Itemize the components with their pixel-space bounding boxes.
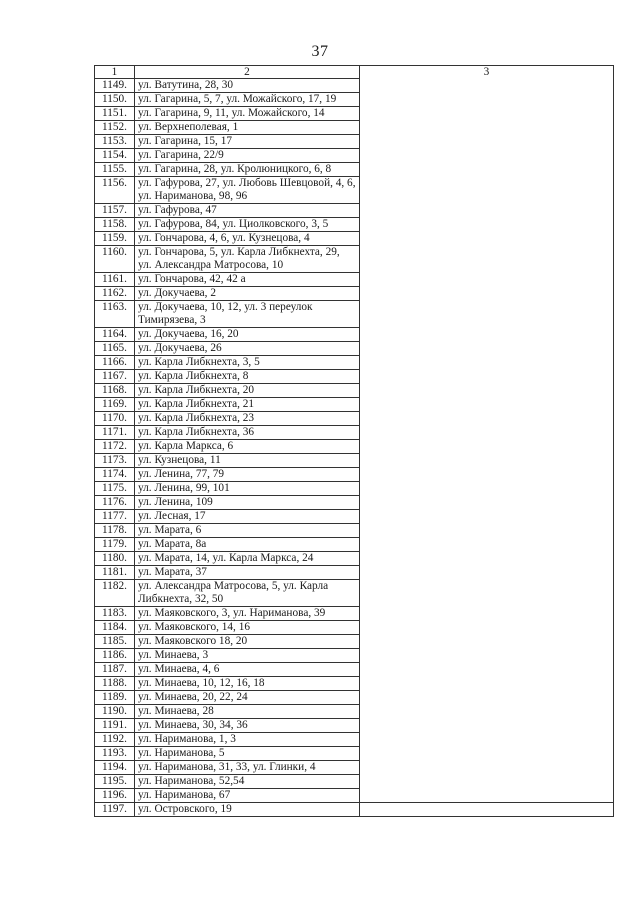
table-row (95, 705, 614, 719)
table-row (95, 356, 614, 370)
row-number-cell: 1180. (95, 552, 135, 566)
row-number-cell: 1194. (95, 761, 135, 775)
table-row (95, 496, 614, 510)
row-number-cell: 1160. (95, 246, 135, 273)
empty-column-cell (360, 566, 614, 580)
address-cell: ул. Гагарина, 5, 7, ул. Можайского, 17, 19 (135, 93, 360, 107)
empty-column-cell (360, 246, 614, 273)
row-number-cell: 1175. (95, 482, 135, 496)
empty-column-cell (360, 398, 614, 412)
row-number-cell: 1158. (95, 218, 135, 232)
address-cell: ул. Гагарина, 9, 11, ул. Можайского, 14 (135, 107, 360, 121)
row-number-cell: 1149. (95, 79, 135, 93)
empty-column-cell (360, 580, 614, 607)
row-number-cell: 1165. (95, 342, 135, 356)
table-row (95, 107, 614, 121)
row-number-cell: 1188. (95, 677, 135, 691)
empty-column-cell (360, 135, 614, 149)
empty-column-cell (360, 79, 614, 93)
row-number-cell: 1196. (95, 789, 135, 803)
address-cell: ул. Нариманова, 31, 33, ул. Глинки, 4 (135, 761, 360, 775)
empty-column-cell (360, 761, 614, 775)
table-row (95, 524, 614, 538)
empty-column-cell (360, 370, 614, 384)
table-row (95, 552, 614, 566)
empty-column-cell (360, 356, 614, 370)
table-row (95, 384, 614, 398)
table-row (95, 163, 614, 177)
table-row (95, 803, 614, 817)
address-cell: ул. Минаева, 3 (135, 649, 360, 663)
empty-column-cell (360, 733, 614, 747)
row-number-cell: 1189. (95, 691, 135, 705)
row-number-cell: 1174. (95, 468, 135, 482)
row-number-cell: 1179. (95, 538, 135, 552)
row-number-cell: 1159. (95, 232, 135, 246)
table-row (95, 677, 614, 691)
table-row (95, 789, 614, 803)
empty-column-cell (360, 789, 614, 803)
row-number-cell: 1181. (95, 566, 135, 580)
address-cell: ул. Маяковского, 3, ул. Нариманова, 39 (135, 607, 360, 621)
address-cell: ул. Докучаева, 16, 20 (135, 328, 360, 342)
address-cell: ул. Гагарина, 22/9 (135, 149, 360, 163)
empty-column-cell (360, 384, 614, 398)
address-cell: ул. Маяковского 18, 20 (135, 635, 360, 649)
empty-column-cell (360, 649, 614, 663)
address-cell: ул. Нариманова, 67 (135, 789, 360, 803)
row-number-cell: 1192. (95, 733, 135, 747)
table-row (95, 607, 614, 621)
table-row (95, 454, 614, 468)
table-row (95, 733, 614, 747)
empty-column-cell (360, 496, 614, 510)
empty-column-cell (360, 803, 614, 817)
table-row (95, 566, 614, 580)
address-cell: ул. Гагарина, 15, 17 (135, 135, 360, 149)
address-cell: ул. Гончарова, 42, 42 а (135, 273, 360, 287)
table-body (95, 66, 614, 817)
empty-column-cell (360, 468, 614, 482)
address-cell: ул. Минаева, 10, 12, 16, 18 (135, 677, 360, 691)
empty-column-cell (360, 552, 614, 566)
column-header-1: 1 (95, 66, 135, 79)
empty-column-cell (360, 342, 614, 356)
address-cell: ул. Гафурова, 47 (135, 204, 360, 218)
row-number-cell: 1191. (95, 719, 135, 733)
address-cell: ул. Марата, 8а (135, 538, 360, 552)
row-number-cell: 1190. (95, 705, 135, 719)
row-number-cell: 1152. (95, 121, 135, 135)
empty-column-cell (360, 454, 614, 468)
row-number-cell: 1153. (95, 135, 135, 149)
address-cell: ул. Островского, 19 (135, 803, 360, 817)
row-number-cell: 1154. (95, 149, 135, 163)
address-cell: ул. Карла Либкнехта, 21 (135, 398, 360, 412)
empty-column-cell (360, 107, 614, 121)
table-header-row (95, 66, 614, 79)
empty-column-cell (360, 412, 614, 426)
row-number-cell: 1172. (95, 440, 135, 454)
table-row (95, 580, 614, 607)
column-header-3: 3 (360, 66, 614, 79)
table-row (95, 761, 614, 775)
empty-column-cell (360, 204, 614, 218)
address-cell: ул. Карла Маркса, 6 (135, 440, 360, 454)
row-number-cell: 1195. (95, 775, 135, 789)
address-cell: ул. Гафурова, 27, ул. Любовь Шевцовой, 4, 6, ул. Нариманова, 98, 96 (135, 177, 360, 204)
row-number-cell: 1185. (95, 635, 135, 649)
row-number-cell: 1156. (95, 177, 135, 204)
page-number: 37 (311, 43, 329, 60)
row-number-cell: 1155. (95, 163, 135, 177)
row-number-cell: 1178. (95, 524, 135, 538)
empty-column-cell (360, 677, 614, 691)
address-cell: ул. Ватутина, 28, 30 (135, 79, 360, 93)
address-cell: ул. Нариманова, 5 (135, 747, 360, 761)
row-number-cell: 1162. (95, 287, 135, 301)
empty-column-cell (360, 440, 614, 454)
table-row (95, 93, 614, 107)
address-cell: ул. Минаева, 30, 34, 36 (135, 719, 360, 733)
address-cell: ул. Кузнецова, 11 (135, 454, 360, 468)
table-row (95, 342, 614, 356)
table-row (95, 149, 614, 163)
row-number-cell: 1193. (95, 747, 135, 761)
table-row (95, 204, 614, 218)
address-cell: ул. Гагарина, 28, ул. Кролюницкого, 6, 8 (135, 163, 360, 177)
row-number-cell: 1164. (95, 328, 135, 342)
row-number-cell: 1170. (95, 412, 135, 426)
address-cell: ул. Маяковского, 14, 16 (135, 621, 360, 635)
row-number-cell: 1167. (95, 370, 135, 384)
address-cell: ул. Александра Матросова, 5, ул. Карла Либкнехта, 32, 50 (135, 580, 360, 607)
address-cell: ул. Нариманова, 1, 3 (135, 733, 360, 747)
table-row (95, 635, 614, 649)
row-number-cell: 1186. (95, 649, 135, 663)
address-cell: ул. Гончарова, 4, 6, ул. Кузнецова, 4 (135, 232, 360, 246)
row-number-cell: 1157. (95, 204, 135, 218)
empty-column-cell (360, 273, 614, 287)
table-row (95, 663, 614, 677)
address-cell: ул. Верхнеполевая, 1 (135, 121, 360, 135)
table-row (95, 218, 614, 232)
row-number-cell: 1150. (95, 93, 135, 107)
address-cell: ул. Марата, 14, ул. Карла Маркса, 24 (135, 552, 360, 566)
table-row (95, 468, 614, 482)
row-number-cell: 1151. (95, 107, 135, 121)
empty-column-cell (360, 482, 614, 496)
empty-column-cell (360, 121, 614, 135)
row-number-cell: 1169. (95, 398, 135, 412)
empty-column-cell (360, 328, 614, 342)
empty-column-cell (360, 691, 614, 705)
row-number-cell: 1176. (95, 496, 135, 510)
address-cell: ул. Докучаева, 2 (135, 287, 360, 301)
empty-column-cell (360, 775, 614, 789)
table-row (95, 79, 614, 93)
address-cell: ул. Карла Либкнехта, 20 (135, 384, 360, 398)
empty-column-cell (360, 524, 614, 538)
address-table (94, 65, 614, 817)
address-cell: ул. Карла Либкнехта, 36 (135, 426, 360, 440)
table-row (95, 246, 614, 273)
row-number-cell: 1166. (95, 356, 135, 370)
row-number-cell: 1173. (95, 454, 135, 468)
empty-column-cell (360, 510, 614, 524)
address-cell: ул. Минаева, 28 (135, 705, 360, 719)
empty-column-cell (360, 218, 614, 232)
address-cell: ул. Карла Либкнехта, 23 (135, 412, 360, 426)
row-number-cell: 1168. (95, 384, 135, 398)
table-row (95, 649, 614, 663)
address-cell: ул. Минаева, 20, 22, 24 (135, 691, 360, 705)
empty-column-cell (360, 177, 614, 204)
address-cell: ул. Ленина, 109 (135, 496, 360, 510)
empty-column-cell (360, 705, 614, 719)
empty-column-cell (360, 538, 614, 552)
table-row (95, 273, 614, 287)
table-row (95, 412, 614, 426)
table-row (95, 440, 614, 454)
table-row (95, 301, 614, 328)
table-row (95, 328, 614, 342)
empty-column-cell (360, 232, 614, 246)
empty-column-cell (360, 426, 614, 440)
row-number-cell: 1183. (95, 607, 135, 621)
empty-column-cell (360, 287, 614, 301)
address-cell: ул. Ленина, 99, 101 (135, 482, 360, 496)
column-header-2: 2 (135, 66, 360, 79)
empty-column-cell (360, 621, 614, 635)
row-number-cell: 1184. (95, 621, 135, 635)
address-cell: ул. Марата, 6 (135, 524, 360, 538)
address-cell: ул. Нариманова, 52,54 (135, 775, 360, 789)
row-number-cell: 1197. (95, 803, 135, 817)
table-row (95, 370, 614, 384)
row-number-cell: 1187. (95, 663, 135, 677)
table-row (95, 135, 614, 149)
table-row (95, 232, 614, 246)
address-cell: ул. Карла Либкнехта, 8 (135, 370, 360, 384)
empty-column-cell (360, 747, 614, 761)
table-row (95, 691, 614, 705)
empty-column-cell (360, 93, 614, 107)
table-row (95, 775, 614, 789)
row-number-cell: 1177. (95, 510, 135, 524)
address-cell: ул. Ленина, 77, 79 (135, 468, 360, 482)
table-row (95, 398, 614, 412)
row-number-cell: 1171. (95, 426, 135, 440)
address-cell: ул. Карла Либкнехта, 3, 5 (135, 356, 360, 370)
empty-column-cell (360, 149, 614, 163)
table-row (95, 426, 614, 440)
address-cell: ул. Докучаева, 10, 12, ул. 3 переулок Тимирязева, 3 (135, 301, 360, 328)
table-row (95, 121, 614, 135)
empty-column-cell (360, 301, 614, 328)
table-row (95, 747, 614, 761)
address-cell: ул. Лесная, 17 (135, 510, 360, 524)
table-row (95, 621, 614, 635)
address-cell: ул. Марата, 37 (135, 566, 360, 580)
address-cell: ул. Гончарова, 5, ул. Карла Либкнехта, 29, ул. Александра Матросова, 10 (135, 246, 360, 273)
table-row (95, 719, 614, 733)
address-cell: ул. Гафурова, 84, ул. Циолковского, 3, 5 (135, 218, 360, 232)
table-row (95, 177, 614, 204)
empty-column-cell (360, 719, 614, 733)
table-row (95, 510, 614, 524)
empty-column-cell (360, 635, 614, 649)
address-cell: ул. Докучаева, 26 (135, 342, 360, 356)
table-row (95, 482, 614, 496)
empty-column-cell (360, 163, 614, 177)
row-number-cell: 1163. (95, 301, 135, 328)
address-cell: ул. Минаева, 4, 6 (135, 663, 360, 677)
table-row (95, 287, 614, 301)
row-number-cell: 1161. (95, 273, 135, 287)
empty-column-cell (360, 607, 614, 621)
empty-column-cell (360, 663, 614, 677)
row-number-cell: 1182. (95, 580, 135, 607)
table-row (95, 538, 614, 552)
